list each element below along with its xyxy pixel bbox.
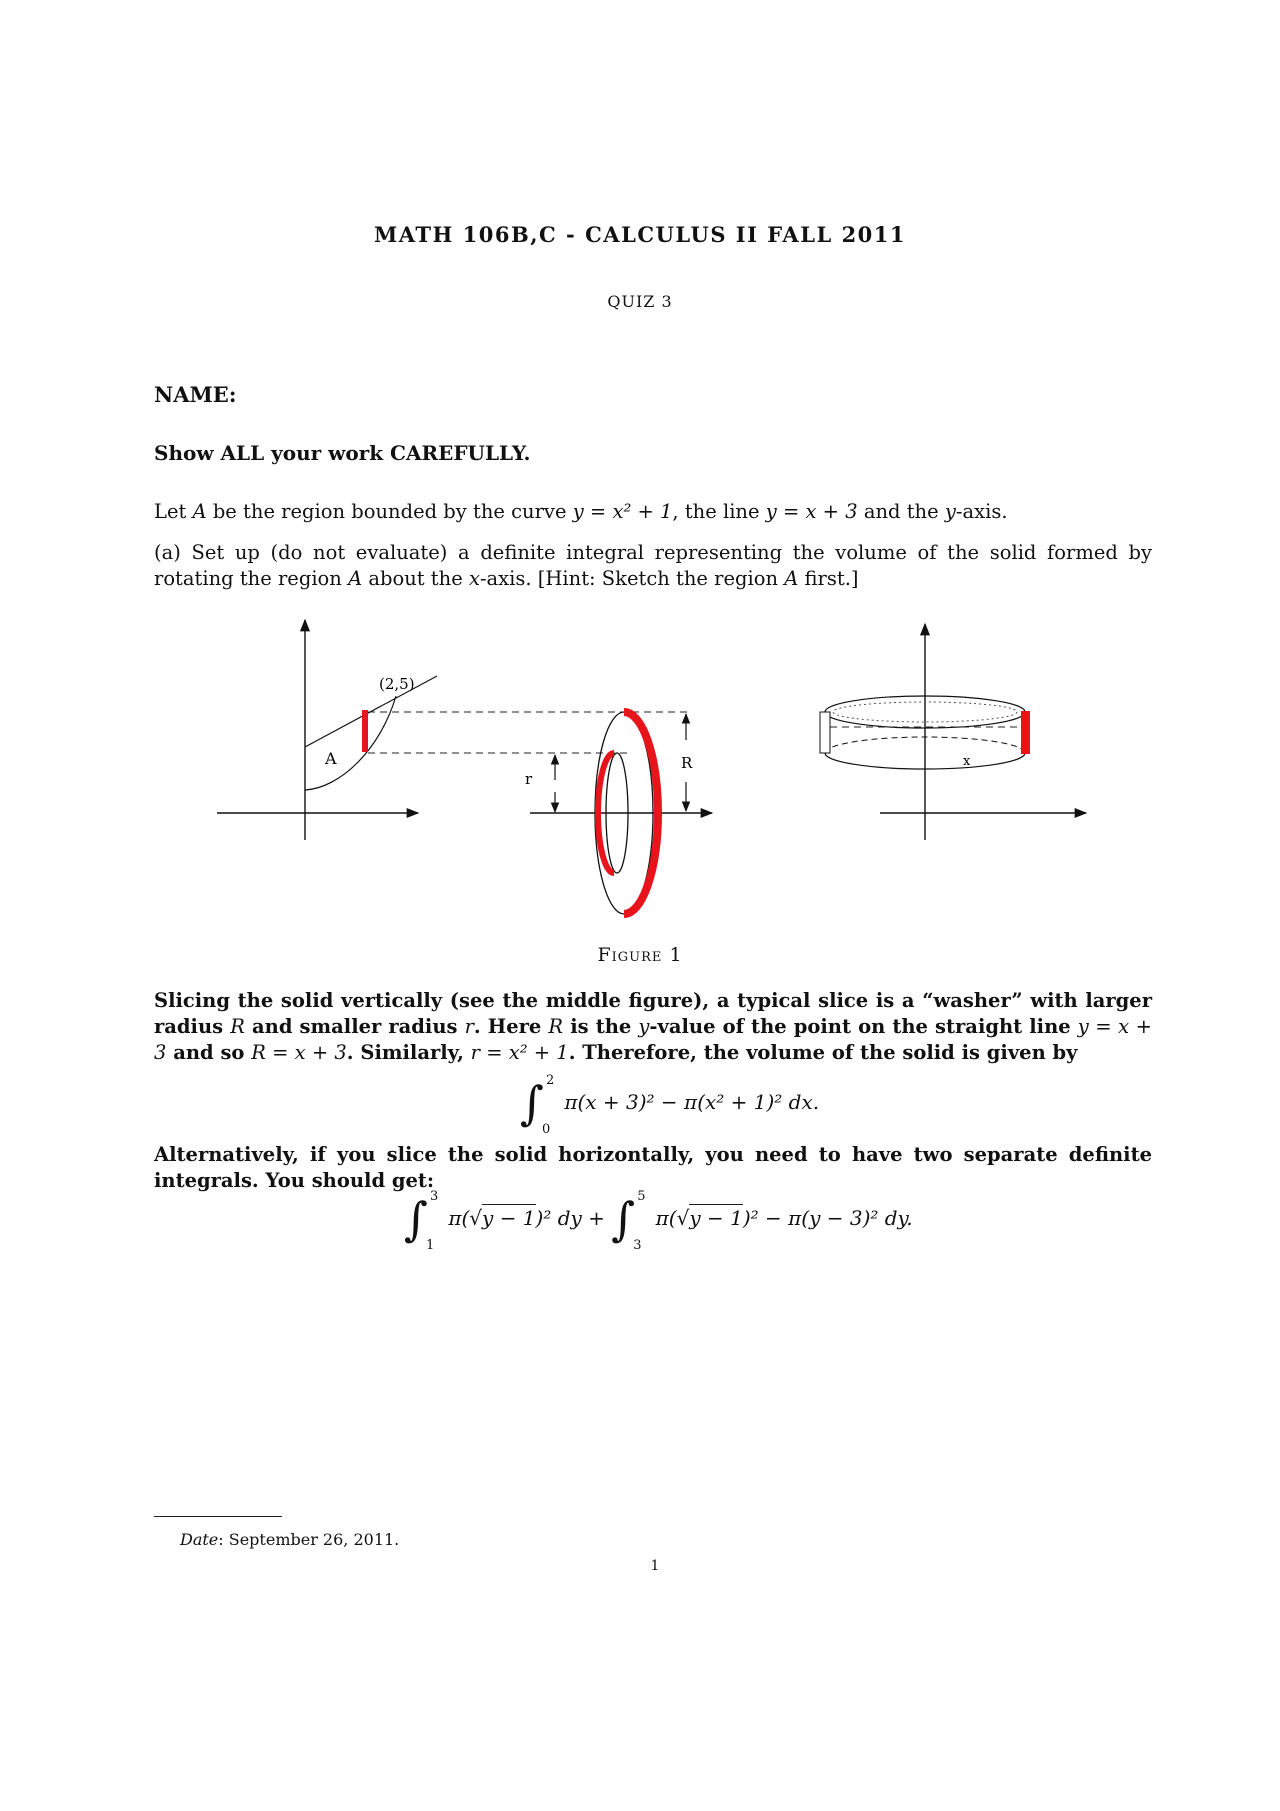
- region-sketch: [217, 620, 437, 840]
- curve-parabola: [305, 696, 396, 790]
- quiz-label: QUIZ 3: [607, 292, 673, 311]
- problem-statement: Let A be the region bounded by the curve y = x² + 1, the line y = x + 3 and the y-axis.: [154, 500, 1008, 523]
- alternative-text: Alternatively, if you slice the solid horizontally, you need to have two separate definite integrals. You should get:: [154, 1143, 1152, 1192]
- point-label: (2,5): [379, 675, 415, 693]
- footnote-date: Date: September 26, 2011.: [180, 1530, 400, 1549]
- page-number: 1: [650, 1558, 660, 1574]
- region-label: A: [325, 749, 337, 768]
- solution-paragraph: Slicing the solid vertically (see the middle figure), a typical slice is a “washer” with larger radius R and smaller radius r. Here R is the y-value of the point on the straight line y = x + 3 and so R = x + 3. Similarly, r = x² + 1. Therefore, the volume of the solid is given by: [154, 989, 1152, 1064]
- small-radius-label: r: [525, 770, 533, 788]
- integral-sign: ∫: [520, 1076, 544, 1130]
- footnote-rule: [154, 1516, 282, 1517]
- lower-limit: 0: [541, 1121, 551, 1137]
- upper-limit: 2: [545, 1072, 555, 1088]
- thickness-label: x: [963, 754, 971, 769]
- solid-sketch: [820, 624, 1086, 840]
- instruction: Show ALL your work CAREFULLY.: [154, 441, 531, 465]
- large-radius-label: R: [681, 754, 693, 772]
- figure-caption: Figure 1: [597, 944, 683, 966]
- part-a-question: (a) Set up (do not evaluate) a definite integral representing the volume of the solid formed by rotating the region A about the x-axis. [Hint: Sketch the region A first.]: [154, 541, 1152, 590]
- course-title: MATH 106B,C - CALCULUS II FALL 2011: [373, 222, 907, 247]
- cylinder-left-edge: [820, 712, 830, 753]
- cylinder-red-edge: [1021, 711, 1030, 754]
- figure-1: [0, 600, 1280, 920]
- integrand: π(x + 3)² − π(x² + 1)² dx.: [564, 1090, 820, 1114]
- integral-vertical: [520, 1070, 820, 1137]
- washer-sketch: [525, 712, 712, 914]
- name-label: NAME:: [154, 382, 237, 407]
- integral-horizontal: ∫ 3 1 π(√y − 1)² dy + ∫ 5 3 π(√y − 1)² − π(y − 3)² dy.: [404, 1188, 913, 1253]
- red-slice-left: [362, 710, 368, 752]
